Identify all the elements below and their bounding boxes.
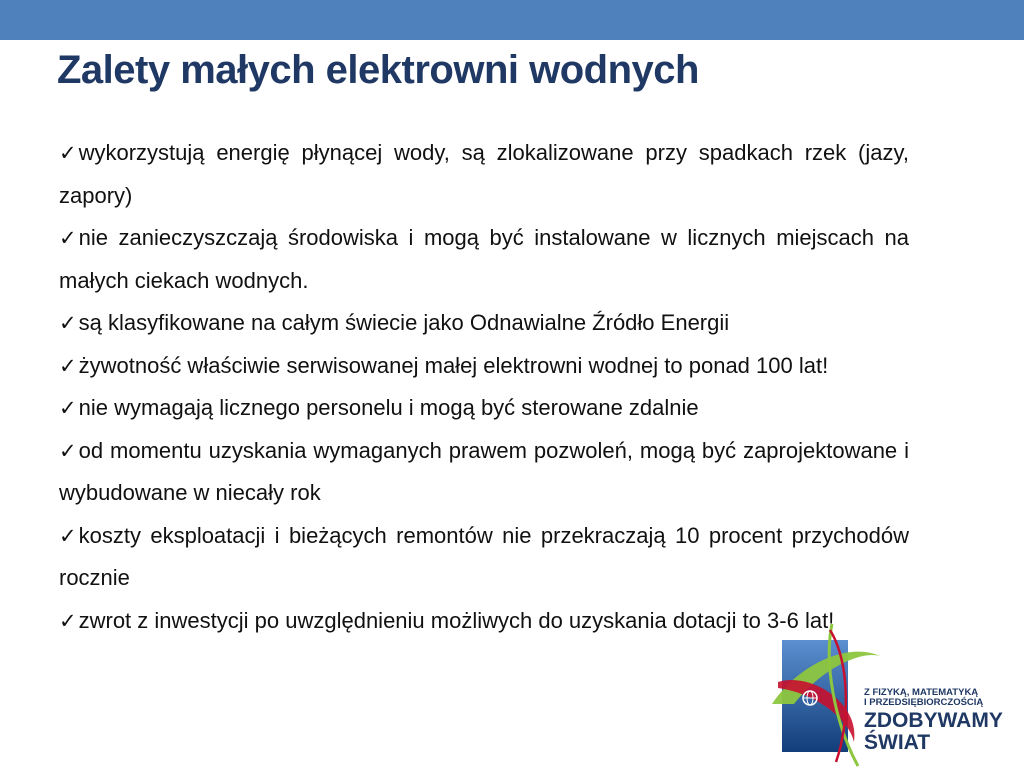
list-item <box>59 217 909 302</box>
logo-name <box>864 710 1003 754</box>
check-icon: ✓ <box>59 523 77 548</box>
logo-tagline <box>864 688 983 708</box>
list-item-text: od momentu uzyskania wymaganych prawem pozwoleń, mogą być zaprojektowane i wybudowane w niecały rok <box>59 437 909 505</box>
check-icon: ✓ <box>59 353 77 378</box>
logo-tagline-line2: I PRZEDSIĘBIORCZOŚCIĄ <box>864 697 984 708</box>
list-item <box>59 515 909 600</box>
list-item-text: koszty eksploatacji i bieżących remontów nie przekraczają 10 procent przychodów rocznie <box>59 522 909 590</box>
check-icon: ✓ <box>59 396 77 420</box>
logo-name-line2: ŚWIAT <box>864 731 931 754</box>
check-icon: ✓ <box>59 438 77 463</box>
list-item-text: nie zanieczyszczają środowiska i mogą być instalowane w licznych miejscach na małych ciekach wodnych. <box>59 225 909 293</box>
check-icon: ✓ <box>59 141 77 165</box>
advantages-list <box>59 132 909 642</box>
list-item <box>59 387 909 430</box>
list-item <box>59 132 909 217</box>
list-item-text: są klasyfikowane na całym świecie jako Odnawialne Źródło Energii <box>78 310 730 335</box>
list-item-text: zwrot z inwestycji po uwzględnieniu możliwych do uzyskania dotacji to 3-6 lat! <box>78 607 835 633</box>
slide-title: Zalety małych elektrowni wodnych <box>57 48 699 92</box>
list-item-text: wykorzystują energię płynącej wody, są zlokalizowane przy spadkach rzek (jazy, zapory) <box>59 140 909 208</box>
check-icon: ✓ <box>59 226 77 250</box>
project-logo <box>770 622 1024 768</box>
list-item <box>59 430 909 515</box>
check-icon: ✓ <box>59 311 77 335</box>
list-item-text: żywotność właściwie serwisowanej małej elektrowni wodnej to ponad 100 lat! <box>78 352 829 378</box>
list-item-text: nie wymagają licznego personelu i mogą być sterowane zdalnie <box>78 395 699 420</box>
top-accent-bar <box>0 0 1024 40</box>
logo-tagline-line1: Z FIZYKĄ, MATEMATYKĄ <box>864 687 979 698</box>
list-item <box>59 302 909 345</box>
check-icon: ✓ <box>59 608 77 633</box>
list-item <box>59 345 909 388</box>
logo-name-line1: ZDOBYWAMY <box>864 709 1003 732</box>
